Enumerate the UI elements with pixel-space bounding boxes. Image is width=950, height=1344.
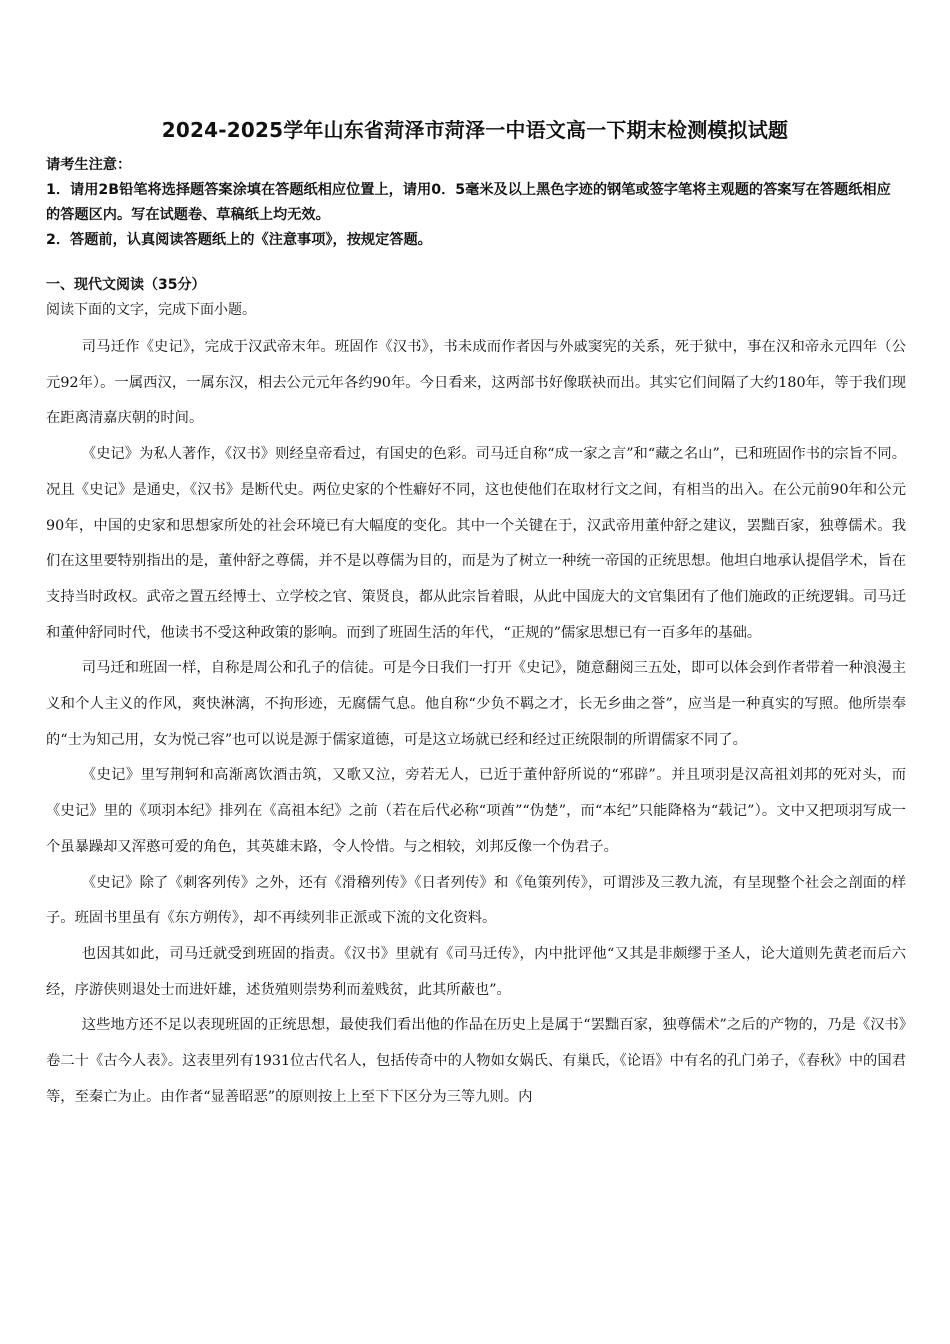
notice-heading: 请考生注意：	[46, 157, 132, 173]
section-heading: 一、现代文阅读（35分）	[46, 277, 206, 293]
passage-paragraph: 《史记》里写荆轲和高渐离饮酒击筑，又歌又泣，旁若无人，已近于董仲舒所说的“邪辟”。并且项羽是汉高祖刘邦的死对头，而《史记》里的《项羽本纪》排列在《高祖本纪》之前（若在后代必称“项酋”“伪楚”，而“本纪”只能降格为“载记”）。文中又把项羽写成一个虽暴躁却又浑憨可爱的角色，其英雄末路，令人怜惜。与之相较，刘邦反像一个伪君子。	[46, 767, 906, 855]
notice-item-1: 1．请用2B铅笔将选择题答案涂填在答题纸相应位置上，请用0．5毫米及以上黑色字迹的钢笔或签字笔将主观题的答案写在答题纸相应的答题区内。写在试题卷、草稿纸上均无效。	[46, 182, 891, 223]
notice-item-2: 2．答题前，认真阅读答题纸上的《注意事项》，按规定答题。	[46, 232, 432, 248]
passage-paragraph: 《史记》除了《刺客列传》之外，还有《滑稽列传》《日者列传》和《龟策列传》，可谓涉及三教九流，有呈现整个社会之剖面的样子。班固书里虽有《东方朔传》，却不再续列非正派或下流的文化资料。	[46, 874, 906, 927]
reading-instruction: 阅读下面的文字，完成下面小题。	[46, 302, 256, 318]
passage-paragraph: 《史记》为私人著作，《汉书》则经皇帝看过，有国史的色彩。司马迁自称“成一家之言”和“藏之名山”，已和班固作书的宗旨不同。况且《史记》是通史，《汉书》是断代史。两位史家的个性癖好不同，这也使他们在取材行文之间，有相当的出入。在公元前90年和公元90年，中国的史家和思想家所处的社会环境已有大幅度的变化。其中一个关键在于，汉武帝用董仲舒之建议，罢黜百家，独尊儒术。我们在这里要特别指出的是，董仲舒之尊儒，并不是以尊儒为目的，而是为了树立一种统一帝国的正统思想。他坦白地承认提倡学术，旨在支持当时政权。武帝之置五经博士、立学校之官、策贤良，都从此宗旨着眼，从此中国庞大的文官集团有了他们施政的正统逻辑。司马迁和董仲舒同时代，他读书不受这种政策的影响。而到了班固生活的年代，“正规的”儒家思想已有一百多年的基础。	[46, 446, 906, 641]
reading-passage	[46, 330, 906, 1115]
passage-paragraph: 这些地方还不足以表现班固的正统思想，最使我们看出他的作品在历史上是属于“罢黜百家，独尊儒术”之后的产物的，乃是《汉书》卷二十《古今人表》。这表里列有1931位古代名人，包括传奇中的人物如女娲氏、有巢氏，《论语》中有名的孔门弟子，《春秋》中的国君等，至秦亡为止。由作者“显善昭恶”的原则按上上至下下区分为三等九则。内	[46, 1017, 906, 1105]
passage-paragraph: 司马迁作《史记》，完成于汉武帝末年。班固作《汉书》，书未成而作者因与外戚窦宪的关系，死于狱中，事在汉和帝永元四年（公元92年）。一属西汉，一属东汉，相去公元元年各约90年。今日看来，这两部书好像联袂而出。其实它们间隔了大约180年，等于我们现在距离清嘉庆朝的时间。	[46, 339, 906, 427]
passage-paragraph: 司马迁和班固一样，自称是周公和孔子的信徒。可是今日我们一打开《史记》，随意翻阅三五处，即可以体会到作者带着一种浪漫主义和个人主义的作风，爽快淋漓，不拘形迹，无腐儒气息。他自称“少负不羁之才，长无乡曲之誉”，应当是一种真实的写照。他所崇奉的“士为知己用，女为悦己容”也可以说是源于儒家道德，可是这立场就已经和经过正统限制的所谓儒家不同了。	[46, 660, 906, 748]
exam-title: 2024-2025学年山东省菏泽市菏泽一中语文高一下期末检测模拟试题	[161, 118, 789, 142]
passage-paragraph: 也因其如此，司马迁就受到班固的指责。《汉书》里就有《司马迁传》，内中批评他“又其是非颇缪于圣人，论大道则先黄老而后六经，序游侠则退处士而进奸雄，述货殖则崇势利而羞贱贫，此其所蔽也”。	[46, 945, 906, 998]
exam-notice	[46, 153, 904, 253]
